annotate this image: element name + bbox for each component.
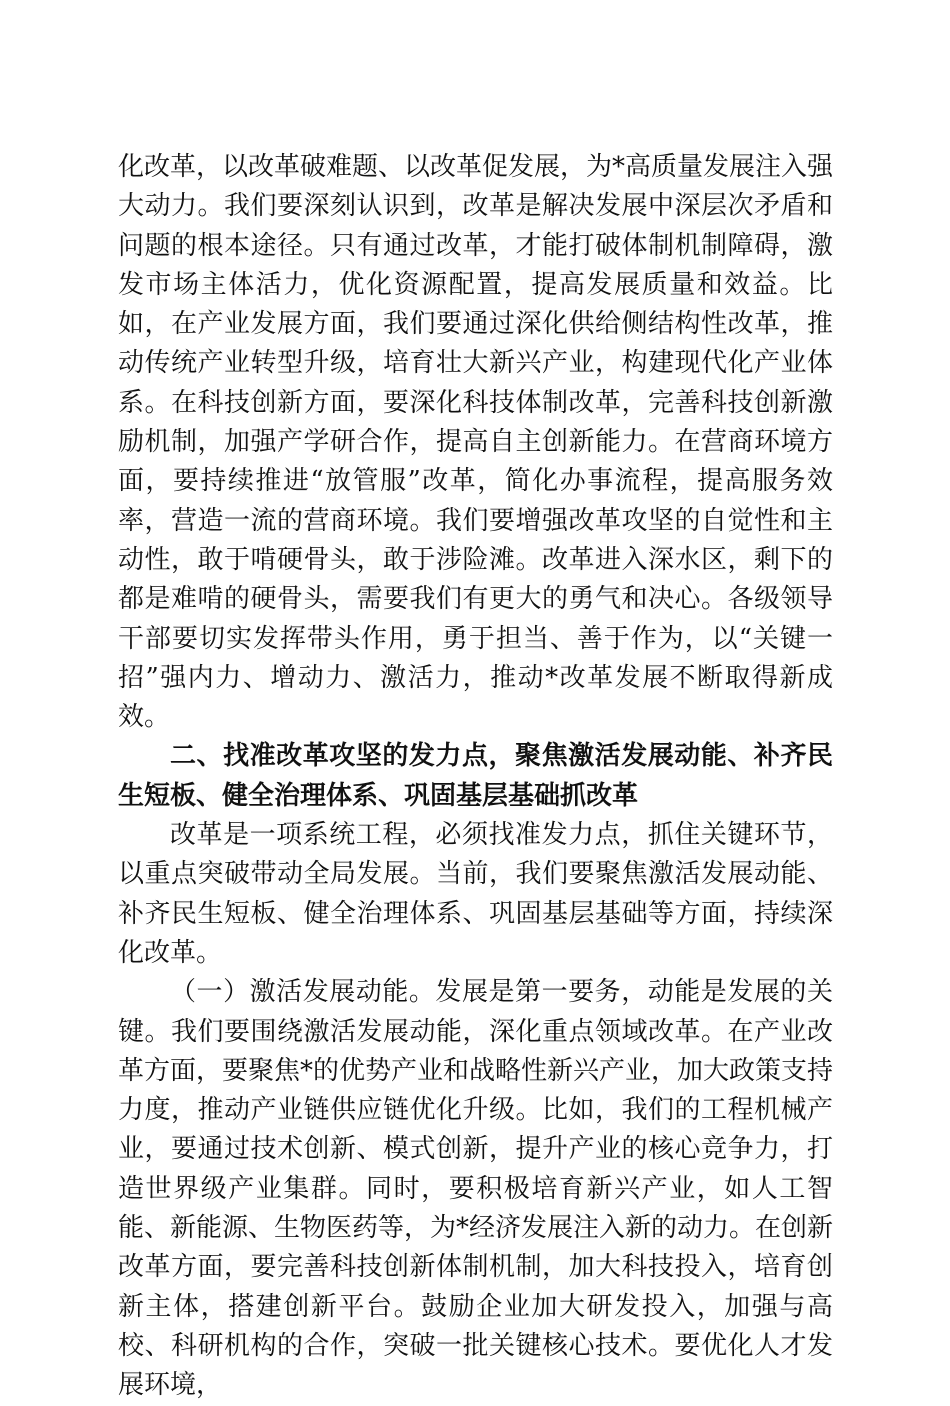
document-body [118, 148, 833, 1406]
section-heading-2: 二、找准改革攻坚的发力点，聚焦激活发展动能、补齐民生短板、健全治理体系、巩固基层基础抓改革 [118, 741, 833, 811]
paragraph-continuation: 化改革，以改革破难题、以改革促发展，为*高质量发展注入强大动力。我们要深刻认识到，改革是解决发展中深层次矛盾和问题的根本途径。只有通过改革，才能打破体制机制障碍，激发市场主体活力，优化资源配置，提高发展质量和效益。比如，在产业发展方面，我们要通过深化供给侧结构性改革，推动传统产业转型升级，培育壮大新兴产业，构建现代化产业体系。在科技创新方面，要深化科技体制改革，完善科技创新激励机制，加强产学研合作，提高自主创新能力。在营商环境方面，要持续推进“放管服”改革，简化办事流程，提高服务效率，营造一流的营商环境。我们要增强改革攻坚的自觉性和主动性，敢于啃硬骨头，敢于涉险滩。改革进入深水区，剩下的都是难啃的硬骨头，需要我们有更大的勇气和决心。各级领导干部要切实发挥带头作用，勇于担当、善于作为，以“关键一招”强内力、增动力、激活力，推动*改革发展不断取得新成效。 [118, 152, 834, 733]
subsection-heading-1: （一）激活发展动能。 [170, 977, 436, 1008]
subsection-1-body: 发展是第一要务，动能是发展的关键。我们要围绕激活发展动能，深化重点领域改革。在产业改革方面，要聚焦*的优势产业和战略性新兴产业，加大政策支持力度，推动产业链供应链优化升级。比如，我们的工程机械产业，要通过技术创新、模式创新，提升产业的核心竞争力，打造世界级产业集群。同时，要积极培育新兴产业，如人工智能、新能源、生物医药等，为*经济发展注入新的动力。在创新改革方面，要完善科技创新体制机制，加大科技投入，培育创新主体，搭建创新平台。鼓励企业加大研发投入，加强与高校、科研机构的合作，突破一批关键核心技术。要优化人才发展环境， [118, 977, 834, 1401]
section-2-intro-paragraph: 改革是一项系统工程，必须找准发力点，抓住关键环节，以重点突破带动全局发展。当前，我们要聚焦激活发展动能、补齐民生短板、健全治理体系、巩固基层基础等方面，持续深化改革。 [118, 820, 833, 968]
subsection-1-paragraph [118, 973, 833, 1405]
